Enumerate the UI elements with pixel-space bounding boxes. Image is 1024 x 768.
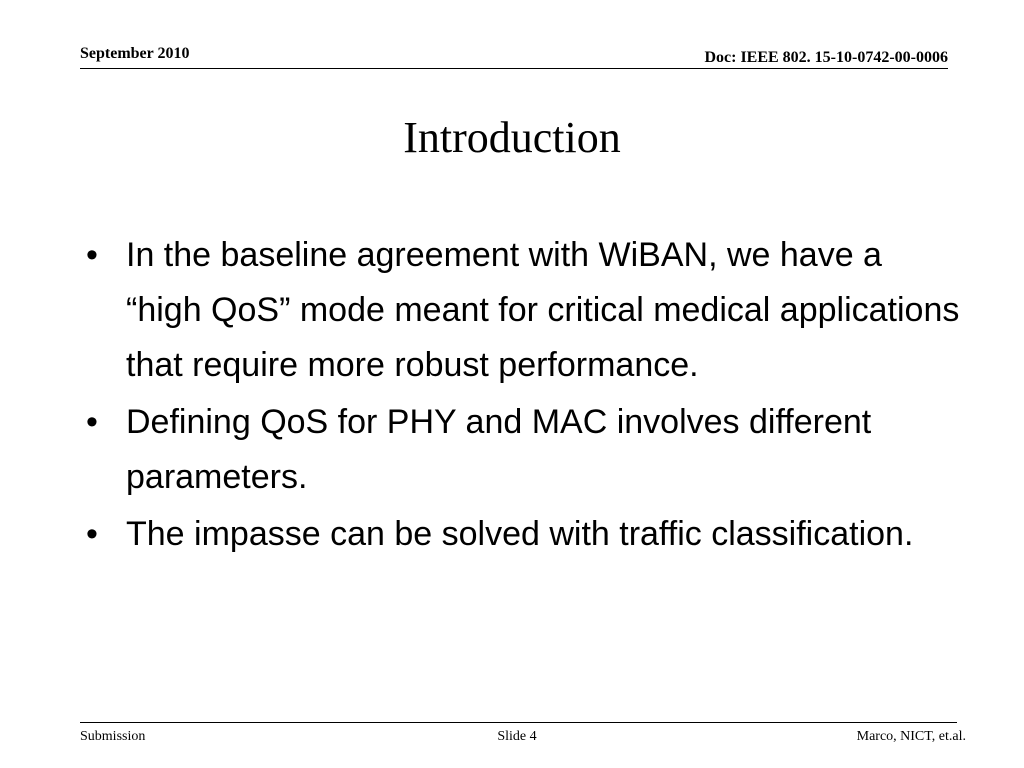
bullet-icon: • xyxy=(86,515,98,553)
bullet-item xyxy=(86,395,966,505)
header-doc-id: Doc: IEEE 802. 15-10-0742-00-0006 xyxy=(704,49,948,66)
bullet-text: The impasse can be solved with traffic classification. xyxy=(126,515,914,553)
bullet-text: In the baseline agreement with WiBAN, we have a “high QoS” mode meant for critical medical applications that require more robust performance. xyxy=(126,236,960,384)
bullet-item xyxy=(86,507,966,562)
footer-author: Marco, NICT, et.al. xyxy=(856,729,966,744)
bullet-item xyxy=(86,228,966,393)
bullet-icon: • xyxy=(86,403,98,441)
footer-slide-number: Slide 4 xyxy=(497,729,537,744)
header-divider xyxy=(80,68,948,69)
header-date: September 2010 xyxy=(80,45,190,62)
bullet-icon: • xyxy=(86,236,98,274)
slide-title: Introduction xyxy=(403,113,621,162)
bullet-list xyxy=(86,228,966,564)
footer-divider xyxy=(80,722,957,723)
footer-submission: Submission xyxy=(80,729,146,744)
bullet-text: Defining QoS for PHY and MAC involves different parameters. xyxy=(126,403,872,496)
